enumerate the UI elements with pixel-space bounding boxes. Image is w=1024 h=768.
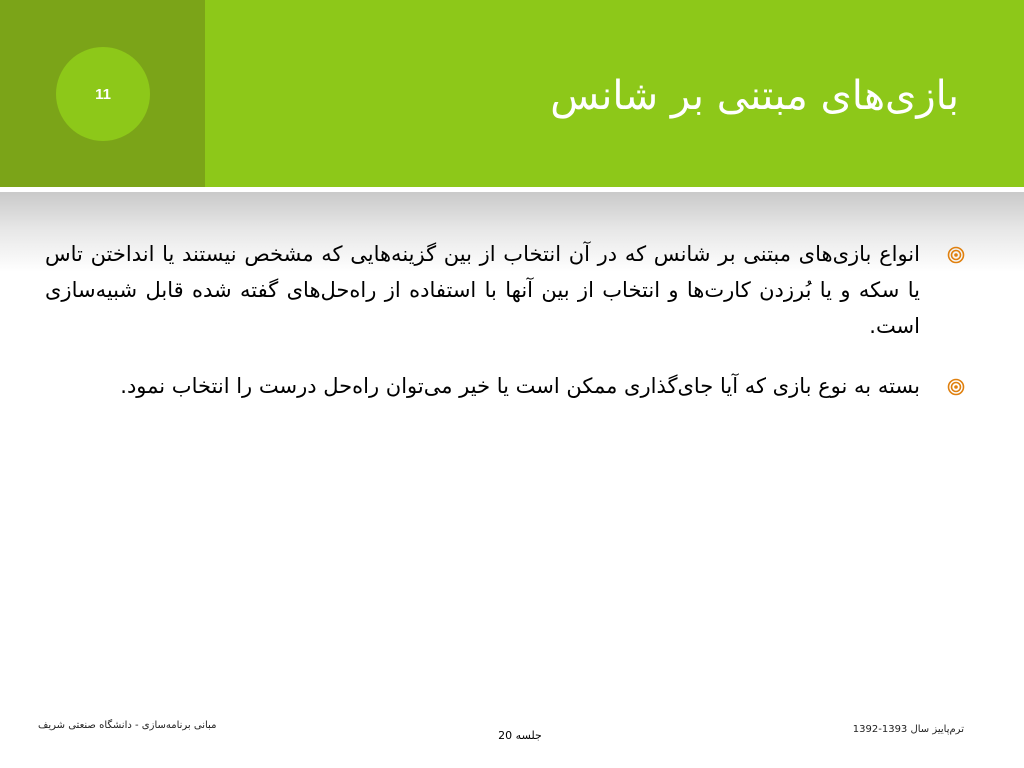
footer-term: ترم‌پاییز سال 1393-1392 xyxy=(852,724,964,735)
page-number-badge xyxy=(56,47,150,141)
concentric-circle-icon xyxy=(947,378,965,396)
bullet-item xyxy=(45,236,975,344)
bullet-item xyxy=(45,368,975,404)
slide-title: بازی‌های مبتنی بر شانس xyxy=(550,73,959,119)
footer-course-name: مبانی برنامه‌سازی - دانشگاه صنعتی شریف xyxy=(38,720,217,731)
concentric-circle-icon xyxy=(947,246,965,264)
page-number: 11 xyxy=(95,85,111,103)
bullet-text: انواع بازی‌های مبتنی بر شانس که در آن انتخاب از بین گزینه‌هایی که مشخص نیستند یا انداختن تاس یا سکه و یا بُرزدن کارت‌ها و انتخاب از بین آنها با استفاده از راه‌حل‌های گفته شده قابل شبیه‌سازی است. xyxy=(45,242,920,338)
bullet-list xyxy=(45,236,975,428)
bullet-text: بسته به نوع بازی که آیا جای‌گذاری ممکن است یا خیر می‌توان راه‌حل درست را انتخاب نمود. xyxy=(120,374,920,398)
footer-session: جلسه 20 xyxy=(498,729,542,742)
